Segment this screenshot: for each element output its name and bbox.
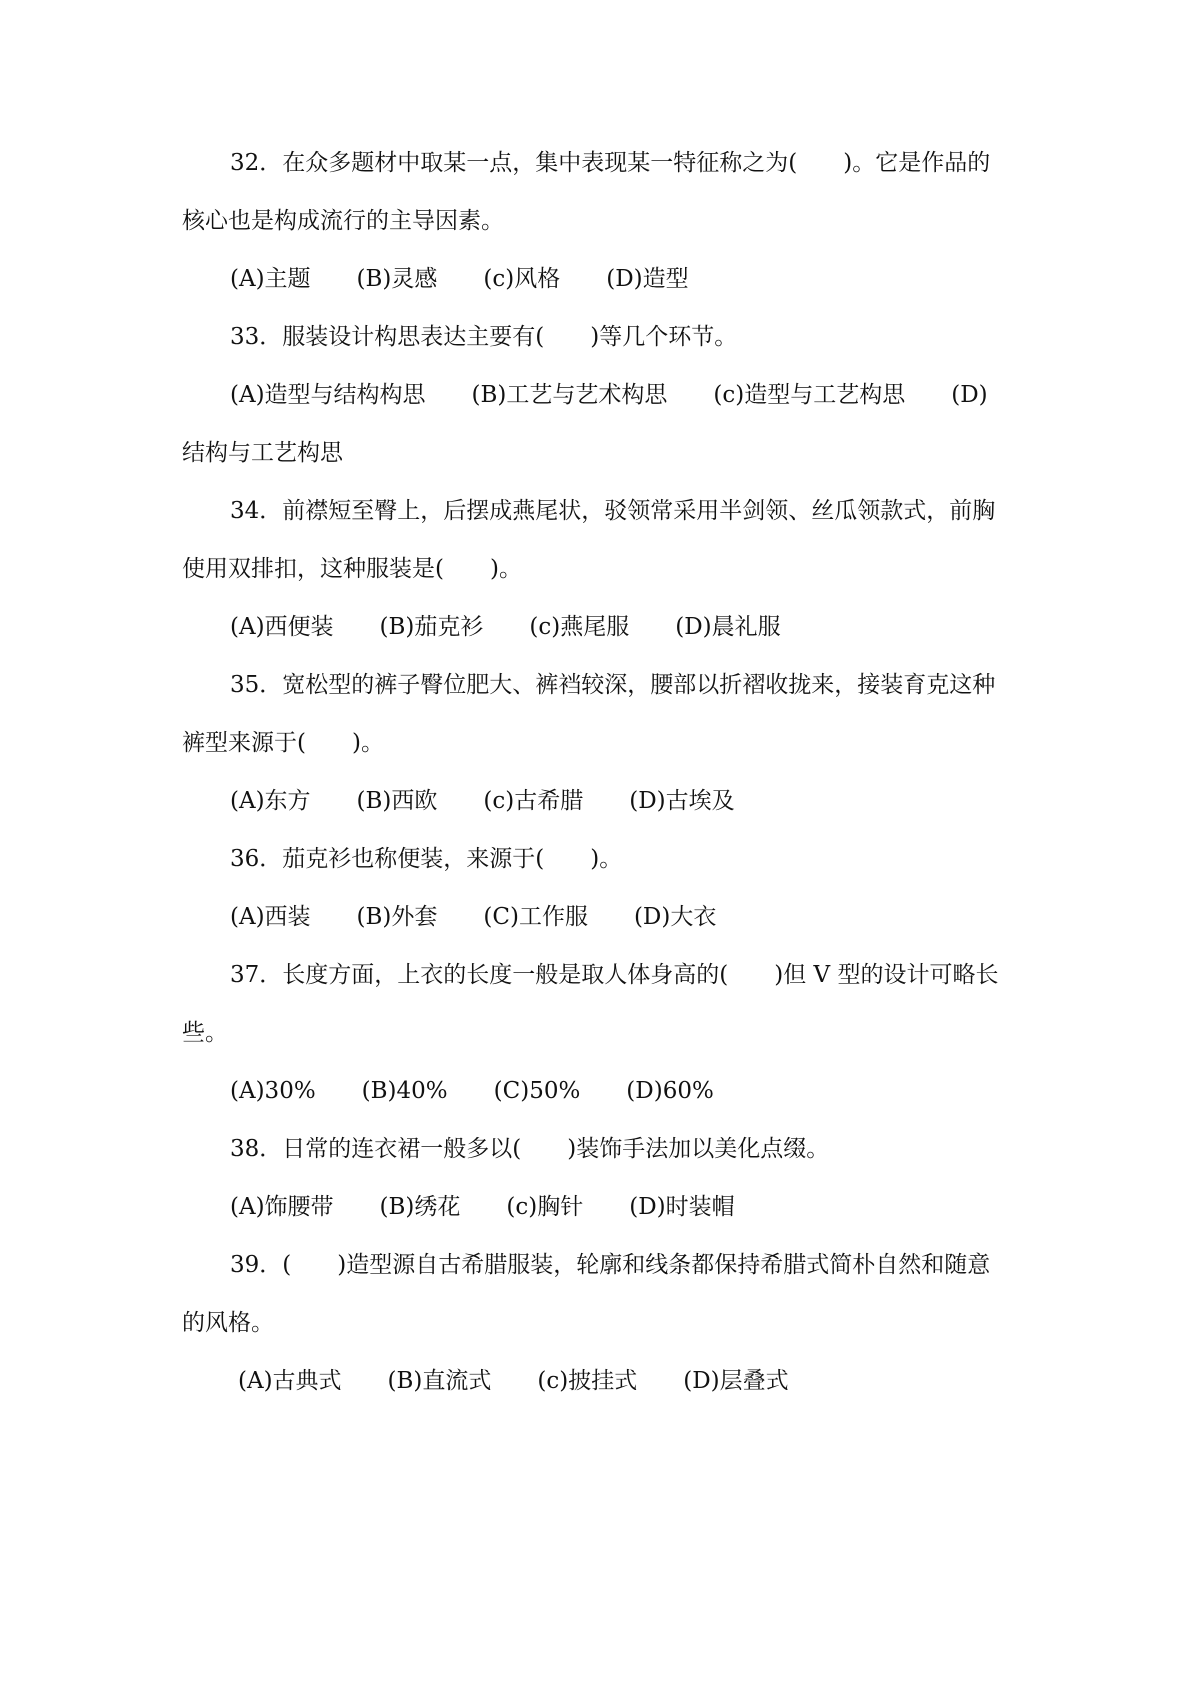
question-39-options: (A)古典式 (B)直流式 (c)披挂式 (D)层叠式 bbox=[238, 1368, 789, 1394]
question-32-options: (A)主题 (B)灵感 (c)风格 (D)造型 bbox=[230, 266, 689, 292]
question-32-text: 32．在众多题材中取某一点，集中表现某一特征称之为( )。它是作品的 bbox=[230, 150, 991, 176]
question-39-text: 39．( )造型源自古希腊服装，轮廓和线条都保持希腊式简朴自然和随意 bbox=[230, 1252, 991, 1278]
question-39-text-cont: 的风格。 bbox=[182, 1310, 274, 1336]
question-35-text: 35．宽松型的裤子臀位肥大、裤裆较深，腰部以折褶收拢来，接装育克这种 bbox=[230, 672, 996, 698]
question-37-text: 37．长度方面，上衣的长度一般是取人体身高的( )但 V 型的设计可略长 bbox=[230, 962, 999, 988]
question-38-options: (A)饰腰带 (B)绣花 (c)胸针 (D)时装帽 bbox=[230, 1194, 735, 1220]
question-33-options: (A)造型与结构构思 (B)工艺与艺术构思 (c)造型与工艺构思 (D) bbox=[230, 382, 988, 408]
question-34-text-cont: 使用双排扣，这种服装是( )。 bbox=[182, 556, 522, 582]
question-34-text: 34．前襟短至臀上，后摆成燕尾状，驳领常采用半剑领、丝瓜领款式，前胸 bbox=[230, 498, 996, 524]
question-35-text-cont: 裤型来源于( )。 bbox=[182, 730, 384, 756]
question-37-text-cont: 些。 bbox=[182, 1020, 228, 1046]
question-35-options: (A)东方 (B)西欧 (c)古希腊 (D)古埃及 bbox=[230, 788, 735, 814]
question-32-text-cont: 核心也是构成流行的主导因素。 bbox=[182, 208, 504, 234]
question-33-options-cont: 结构与工艺构思 bbox=[182, 440, 343, 466]
question-33-text: 33．服装设计构思表达主要有( )等几个环节。 bbox=[230, 324, 738, 350]
question-37-options: (A)30% (B)40% (C)50% (D)60% bbox=[230, 1078, 714, 1104]
question-34-options: (A)西便装 (B)茄克衫 (c)燕尾服 (D)晨礼服 bbox=[230, 614, 781, 640]
question-36-text: 36．茄克衫也称便装，来源于( )。 bbox=[230, 846, 623, 872]
question-38-text: 38．日常的连衣裙一般多以( )装饰手法加以美化点缀。 bbox=[230, 1136, 830, 1162]
question-36-options: (A)西装 (B)外套 (C)工作服 (D)大衣 bbox=[230, 904, 717, 930]
